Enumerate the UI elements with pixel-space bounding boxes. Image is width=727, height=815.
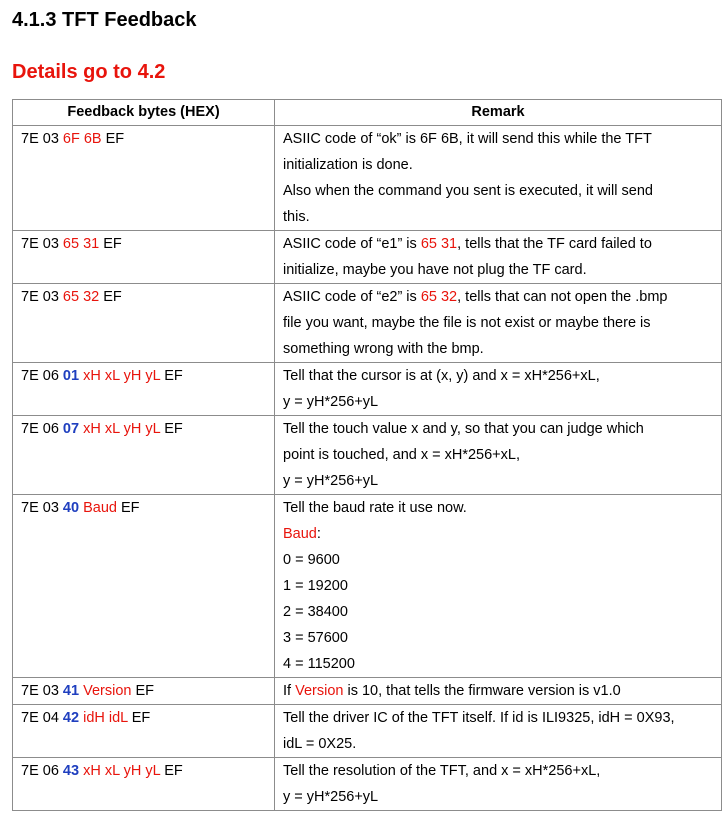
hex-token: 7E 03 xyxy=(21,500,63,516)
remark-line xyxy=(283,468,713,494)
remark-token: Tell the touch value x and y, so that you can judge which xyxy=(283,421,644,437)
remark-line xyxy=(283,178,713,204)
table-row xyxy=(13,678,722,705)
remark-line xyxy=(283,547,713,573)
remark-token: is 10, that tells the firmware version is v1.0 xyxy=(343,683,621,699)
hex-token: EF xyxy=(99,236,122,252)
feedback-bytes-line xyxy=(21,231,266,257)
remark-line xyxy=(283,126,713,152)
hex-token: 7E 03 xyxy=(21,131,63,147)
feedback-bytes-cell xyxy=(13,284,275,363)
header-feedback-bytes: Feedback bytes (HEX) xyxy=(13,100,275,126)
details-note: Details go to 4.2 xyxy=(12,61,166,83)
remark-cell xyxy=(275,678,722,705)
remark-cell xyxy=(275,495,722,678)
remark-token: : xyxy=(316,526,321,542)
hex-token-red: xH xL yH yL xyxy=(83,368,161,384)
remark-cell xyxy=(275,705,722,758)
remark-line xyxy=(283,573,713,599)
table-row xyxy=(13,758,722,811)
feedback-bytes-cell xyxy=(13,126,275,231)
remark-token: Tell the baud rate it use now. xyxy=(283,500,467,516)
feedback-bytes-line xyxy=(21,705,266,731)
table-header-row xyxy=(13,100,722,126)
feedback-bytes-cell xyxy=(13,758,275,811)
feedback-table xyxy=(12,99,722,811)
remark-line xyxy=(283,310,713,336)
hex-token-blue: 41 xyxy=(62,683,80,699)
remark-cell xyxy=(275,758,722,811)
remark-token: idL = 0X25. xyxy=(283,736,357,752)
remark-token: 4 = 115200 xyxy=(283,656,355,672)
hex-token-blue: 01 xyxy=(62,368,80,384)
remark-line xyxy=(283,204,713,230)
remark-token: this. xyxy=(283,209,310,225)
feedback-bytes-line xyxy=(21,284,266,310)
feedback-bytes-line xyxy=(21,758,266,784)
remark-line xyxy=(283,284,713,310)
remark-line xyxy=(283,651,713,677)
remark-token-red: Version xyxy=(295,683,344,699)
feedback-bytes-line xyxy=(21,363,266,389)
hex-token: EF xyxy=(127,710,151,726)
feedback-bytes-cell xyxy=(13,678,275,705)
hex-token-red: 6F 6B xyxy=(62,131,102,147)
remark-token: y = yH*256+yL xyxy=(283,473,379,489)
remark-cell xyxy=(275,363,722,416)
remark-token: 2 = 38400 xyxy=(283,604,348,620)
remark-token: something wrong with the bmp. xyxy=(283,341,484,357)
hex-token: EF xyxy=(101,131,125,147)
remark-line xyxy=(283,363,713,389)
remark-token: If xyxy=(283,683,296,699)
remark-line xyxy=(283,231,713,257)
remark-cell xyxy=(275,231,722,284)
remark-token: 3 = 57600 xyxy=(283,630,348,646)
feedback-bytes-cell xyxy=(13,416,275,495)
remark-line xyxy=(283,416,713,442)
remark-line xyxy=(283,257,713,283)
feedback-bytes-cell xyxy=(13,495,275,678)
remark-cell xyxy=(275,416,722,495)
remark-token: Also when the command you sent is executed, it will send xyxy=(283,183,653,199)
remark-token: Tell that the cursor is at (x, y) and x = xH*256+xL, xyxy=(283,368,600,384)
hex-token: EF xyxy=(160,368,183,384)
remark-line xyxy=(283,758,713,784)
remark-token: 0 = 9600 xyxy=(283,552,340,568)
remark-line xyxy=(283,625,713,651)
hex-token-red: Baud xyxy=(83,500,117,516)
table-row xyxy=(13,231,722,284)
remark-line xyxy=(283,521,713,547)
remark-token: y = yH*256+yL xyxy=(283,789,379,805)
remark-token: initialization is done. xyxy=(283,157,413,173)
hex-token: 7E 06 xyxy=(21,421,63,437)
remark-line xyxy=(283,678,713,704)
hex-token-red: 65 31 xyxy=(62,236,100,252)
remark-token: initialize, maybe you have not plug the TF card. xyxy=(283,262,587,278)
remark-line xyxy=(283,442,713,468)
remark-line xyxy=(283,495,713,521)
table-row xyxy=(13,284,722,363)
remark-line xyxy=(283,731,713,757)
table-row xyxy=(13,126,722,231)
feedback-bytes-line xyxy=(21,126,266,152)
feedback-bytes-line xyxy=(21,416,266,442)
feedback-bytes-line xyxy=(21,678,266,704)
feedback-bytes-cell xyxy=(13,231,275,284)
feedback-bytes-cell xyxy=(13,363,275,416)
table-row xyxy=(13,705,722,758)
remark-token: , tells that the TF card failed to xyxy=(457,236,652,252)
hex-token-blue: 43 xyxy=(62,763,80,779)
remark-token: file you want, maybe the file is not exist or maybe there is xyxy=(283,315,651,331)
remark-token-red: Baud xyxy=(283,526,317,542)
hex-token: EF xyxy=(116,500,140,516)
feedback-bytes-cell xyxy=(13,705,275,758)
remark-token: point is touched, and x = xH*256+xL, xyxy=(283,447,520,463)
header-remark: Remark xyxy=(275,100,722,126)
remark-token: ASIIC code of “ok” is 6F 6B, it will send this while the TFT xyxy=(283,131,652,147)
remark-cell xyxy=(275,284,722,363)
hex-token-red: xH xL yH yL xyxy=(83,421,161,437)
hex-token-red: idH idL xyxy=(83,710,128,726)
hex-token-red: xH xL yH yL xyxy=(83,763,161,779)
hex-token-blue: 40 xyxy=(62,500,80,516)
hex-token: 7E 06 xyxy=(21,368,63,384)
hex-token: 7E 03 xyxy=(21,289,63,305)
remark-line xyxy=(283,599,713,625)
remark-token-red: 65 31 xyxy=(420,236,458,252)
hex-token: EF xyxy=(160,763,183,779)
remark-token: , tells that can not open the .bmp xyxy=(457,289,668,305)
remark-line xyxy=(283,784,713,810)
remark-token-red: 65 32 xyxy=(420,289,458,305)
hex-token-red: 65 32 xyxy=(62,289,100,305)
remark-token: y = yH*256+yL xyxy=(283,394,379,410)
remark-token: Tell the resolution of the TFT, and x = xH*256+xL, xyxy=(283,763,601,779)
remark-token: Tell the driver IC of the TFT itself. If id is ILI9325, idH = 0X93, xyxy=(283,710,675,726)
table-row xyxy=(13,416,722,495)
hex-token-blue: 42 xyxy=(62,710,80,726)
hex-token: EF xyxy=(160,421,183,437)
hex-token: 7E 06 xyxy=(21,763,63,779)
hex-token: EF xyxy=(131,683,155,699)
hex-token: 7E 04 xyxy=(21,710,63,726)
remark-token: ASIIC code of “e1” is xyxy=(283,236,421,252)
remark-token: ASIIC code of “e2” is xyxy=(283,289,421,305)
hex-token: 7E 03 xyxy=(21,683,63,699)
remark-line xyxy=(283,389,713,415)
table-row xyxy=(13,495,722,678)
hex-token: 7E 03 xyxy=(21,236,63,252)
hex-token: EF xyxy=(99,289,122,305)
hex-token-blue: 07 xyxy=(62,421,80,437)
feedback-bytes-line xyxy=(21,495,266,521)
remark-line xyxy=(283,336,713,362)
hex-token-red: Version xyxy=(83,683,132,699)
remark-token: 1 = 19200 xyxy=(283,578,348,594)
remark-cell xyxy=(275,126,722,231)
table-body xyxy=(13,126,722,811)
remark-line xyxy=(283,705,713,731)
remark-line xyxy=(283,152,713,178)
section-heading: 4.1.3 TFT Feedback xyxy=(12,9,197,31)
table-row xyxy=(13,363,722,416)
